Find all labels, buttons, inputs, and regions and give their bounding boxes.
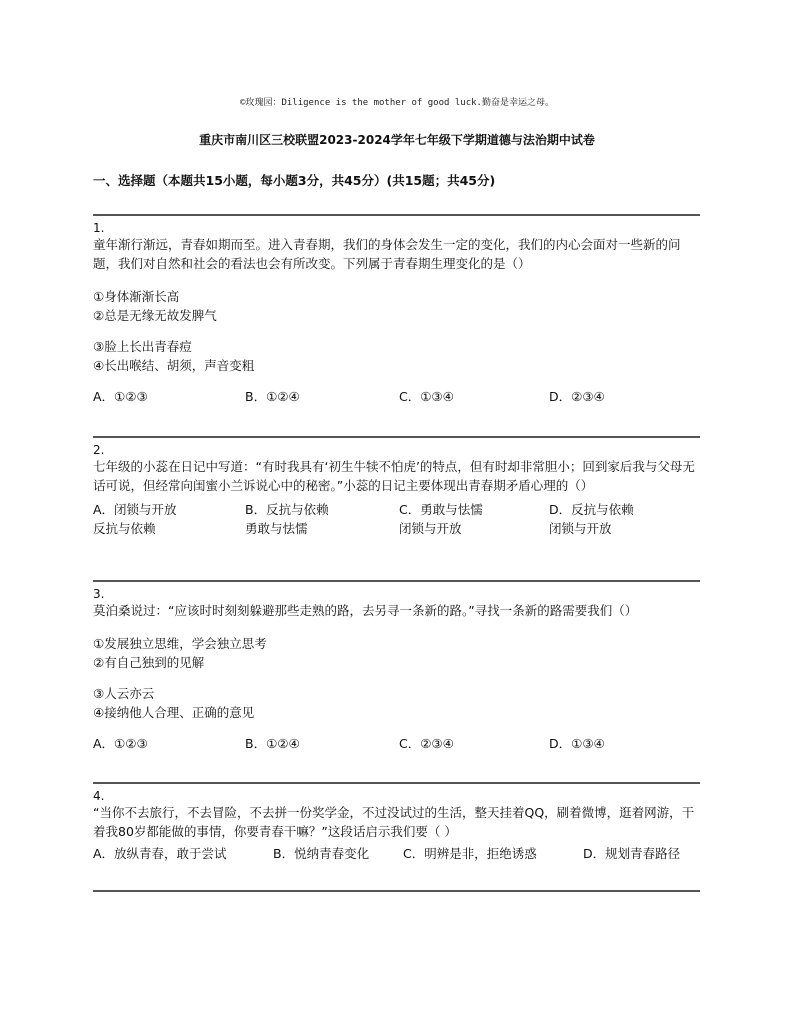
section-heading: 一、选择题（本题共15小题，每小题3分，共45分）(共15题；共45分)	[93, 173, 496, 188]
question-3	[93, 587, 700, 754]
exam-title: 重庆市南川区三校联盟2023-2024学年七年级下学期道德与法治期中试卷	[199, 133, 595, 147]
question-1	[93, 221, 700, 407]
option-b[interactable]: B．悦纳青春变化	[273, 846, 370, 861]
divider-rule	[93, 214, 700, 216]
option-a[interactable]: A．放纵青春，敢于尝试	[93, 846, 227, 861]
statement: ②总是无缘无故发脾气	[93, 308, 217, 323]
question-number: 2.	[93, 443, 105, 457]
option-a[interactable]: A．①②③	[93, 736, 148, 751]
option-d[interactable]: D．①③④	[549, 736, 605, 751]
divider-rule	[93, 782, 700, 784]
option-c[interactable]: C．②③④	[399, 736, 454, 751]
question-number: 1.	[93, 221, 105, 235]
option-d[interactable]: D．反抗与依赖 闭锁与开放	[549, 502, 634, 536]
question-number: 3.	[93, 587, 105, 601]
option-c[interactable]: C．勇敢与怯懦 闭锁与开放	[399, 502, 483, 536]
option-d[interactable]: D．规划青春路径	[583, 846, 681, 861]
question-stem: 七年级的小蕊在日记中写道：“有时我具有‘初生牛犊不怕虎’的特点，但有时却非常胆小；回到家后我与父母无话可说，但经常向闺蜜小兰诉说心中的秘密。”小蕊的日记主要体现出青春期矛盾心理的（）	[93, 459, 695, 493]
statement: ④接纳他人合理、正确的意见	[93, 705, 255, 720]
statement: ②有自己独到的见解	[93, 655, 205, 670]
divider-rule	[93, 890, 700, 892]
question-stem: “当你不去旅行，不去冒险，不去拼一份奖学金，不过没试过的生活，整天挂着QQ，刷着微博，逛着网游，干着我80岁都能做的事情，你要青春干嘛？”这段话启示我们要（ ）	[93, 805, 695, 839]
statement: ①身体渐渐长高	[93, 289, 180, 304]
question-2	[93, 443, 700, 540]
question-stem: 童年渐行渐远，青春如期而至。进入青春期，我们的身体会发生一定的变化，我们的内心会面对一些新的问题，我们对自然和社会的看法也会有所改变。下列属于青春期生理变化的是（）	[93, 237, 681, 271]
question-stem: 莫泊桑说过：“应该时时刻刻躲避那些走熟的路，去另寻一条新的路。”寻找一条新的路需要我们（）	[93, 603, 638, 618]
option-b[interactable]: B．①②④	[245, 736, 300, 751]
statement: ③人云亦云	[93, 686, 155, 701]
statement: ④长出喉结、胡须，声音变粗	[93, 358, 255, 373]
page-motto: ©玫瑰园：Diligence is the mother of good luck.勤奋是幸运之母。	[240, 98, 554, 108]
option-a[interactable]: A．闭锁与开放 反抗与依赖	[93, 502, 177, 536]
option-b[interactable]: B．①②④	[245, 389, 300, 404]
option-d[interactable]: D．②③④	[549, 389, 605, 404]
option-c[interactable]: C．明辨是非，拒绝诱惑	[403, 846, 537, 861]
statement: ①发展独立思维，学会独立思考	[93, 636, 267, 651]
option-b[interactable]: B．反抗与依赖 勇敢与怯懦	[245, 502, 329, 536]
statement: ③脸上长出青春痘	[93, 339, 192, 354]
option-a[interactable]: A．①②③	[93, 389, 148, 404]
question-number: 4.	[93, 789, 105, 803]
divider-rule	[93, 580, 700, 582]
divider-rule	[93, 436, 700, 438]
question-4	[93, 789, 700, 864]
option-c[interactable]: C．①③④	[399, 389, 454, 404]
